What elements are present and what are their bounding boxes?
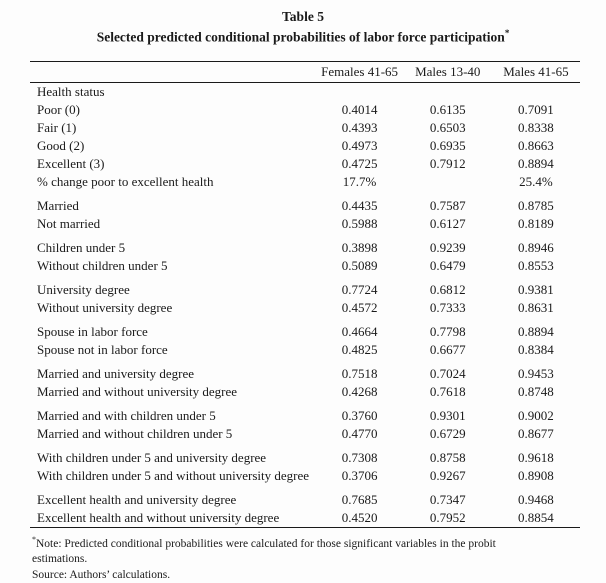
row-label: Without university degree [30,299,316,317]
table-number: Table 5 [0,8,606,25]
value-cell: 0.8663 [492,137,580,155]
row-label: Good (2) [30,137,316,155]
value-cell: 0.6503 [404,119,492,137]
value-cell: 0.4572 [316,299,404,317]
value-cell: 0.8894 [492,317,580,341]
value-cell: 0.8631 [492,299,580,317]
value-cell: 0.4770 [316,425,404,443]
value-cell: 0.7091 [492,101,580,119]
value-cell: 0.7518 [316,359,404,383]
value-cell: 0.7618 [404,383,492,401]
footnote-block [32,532,537,583]
value-cell [492,82,580,101]
value-cell: 0.9267 [404,467,492,485]
value-cell: 0.7024 [404,359,492,383]
value-cell [404,82,492,101]
value-cell: 0.7587 [404,191,492,215]
row-label: University degree [30,275,316,299]
row-label: With children under 5 and university degree [30,443,316,467]
value-cell: 0.8908 [492,467,580,485]
row-label: Poor (0) [30,101,316,119]
value-cell: 0.7685 [316,485,404,509]
row-label: Children under 5 [30,233,316,257]
value-cell: 0.5988 [316,215,404,233]
table-row [30,101,580,119]
table-row [30,341,580,359]
value-cell: 0.4973 [316,137,404,155]
value-cell: 0.3760 [316,401,404,425]
table-body [30,82,580,527]
value-cell: 0.9381 [492,275,580,299]
value-cell: 0.7308 [316,443,404,467]
footnote-note-text: Note: Predicted conditional probabilities were calculated for those significant variables in the probit estimations. [32,537,496,565]
value-cell: 0.6729 [404,425,492,443]
value-cell: 0.4268 [316,383,404,401]
footnote-marker: * [32,535,36,544]
table-head [30,61,580,82]
table-row [30,425,580,443]
value-cell: 0.3706 [316,467,404,485]
value-cell: 0.6479 [404,257,492,275]
table-title-block [0,8,606,46]
value-cell: 0.8384 [492,341,580,359]
value-cell: 0.9468 [492,485,580,509]
table-row [30,359,580,383]
value-cell: 0.7347 [404,485,492,509]
row-label: Married and without children under 5 [30,425,316,443]
table-row [30,275,580,299]
value-cell: 17.7% [316,173,404,191]
table-row [30,155,580,173]
value-cell: 0.8189 [492,215,580,233]
value-cell: 0.4014 [316,101,404,119]
row-label: Excellent health and without university degree [30,509,316,528]
value-cell: 0.9453 [492,359,580,383]
header-label-spacer [30,61,316,82]
row-label: Married [30,191,316,215]
table-row [30,509,580,528]
value-cell: 0.4725 [316,155,404,173]
row-label: % change poor to excellent health [30,173,316,191]
row-label: Spouse in labor force [30,317,316,341]
value-cell: 0.9002 [492,401,580,425]
caption-footnote-marker: * [505,28,510,38]
value-cell: 0.6812 [404,275,492,299]
value-cell [316,82,404,101]
table-row [30,233,580,257]
table-row [30,401,580,425]
value-cell: 0.7333 [404,299,492,317]
value-cell: 0.8946 [492,233,580,257]
probability-table [30,61,580,528]
value-cell: 0.9618 [492,443,580,467]
row-label: With children under 5 and without university degree [30,467,316,485]
row-label: Married and with children under 5 [30,401,316,425]
table-row [30,191,580,215]
row-label: Fair (1) [30,119,316,137]
footnote-source: Source: Authors’ calculations. [32,567,537,583]
value-cell: 0.8338 [492,119,580,137]
value-cell: 0.7952 [404,509,492,528]
value-cell: 0.9301 [404,401,492,425]
table-row [30,82,580,101]
value-cell: 0.5089 [316,257,404,275]
value-cell: 0.8748 [492,383,580,401]
value-cell: 25.4% [492,173,580,191]
table-row [30,299,580,317]
row-label: Excellent health and university degree [30,485,316,509]
value-cell: 0.4393 [316,119,404,137]
table-row [30,383,580,401]
table-row [30,257,580,275]
column-header-males-13-40: Males 13-40 [404,61,492,82]
value-cell: 0.6135 [404,101,492,119]
row-label: Without children under 5 [30,257,316,275]
table-row [30,443,580,467]
value-cell: 0.8677 [492,425,580,443]
value-cell: 0.7912 [404,155,492,173]
value-cell: 0.8553 [492,257,580,275]
value-cell: 0.6677 [404,341,492,359]
column-header-females-41-65: Females 41-65 [316,61,404,82]
table-row [30,485,580,509]
value-cell: 0.9239 [404,233,492,257]
footnote-note [32,532,537,568]
table-row [30,215,580,233]
row-label: Spouse not in labor force [30,341,316,359]
value-cell [404,173,492,191]
value-cell: 0.8785 [492,191,580,215]
value-cell: 0.8894 [492,155,580,173]
value-cell: 0.4664 [316,317,404,341]
row-label: Health status [30,82,316,101]
value-cell: 0.7798 [404,317,492,341]
table-header-row [30,61,580,82]
value-cell: 0.6935 [404,137,492,155]
column-header-males-41-65: Males 41-65 [492,61,580,82]
row-label: Married and university degree [30,359,316,383]
value-cell: 0.4825 [316,341,404,359]
value-cell: 0.4520 [316,509,404,528]
value-cell: 0.3898 [316,233,404,257]
row-label: Excellent (3) [30,155,316,173]
value-cell: 0.8758 [404,443,492,467]
row-label: Married and without university degree [30,383,316,401]
table-caption-text: Selected predicted conditional probabilities of labor force participation [97,30,505,45]
table-row [30,137,580,155]
table-row [30,317,580,341]
value-cell: 0.4435 [316,191,404,215]
value-cell: 0.8854 [492,509,580,528]
row-label: Not married [30,215,316,233]
value-cell: 0.6127 [404,215,492,233]
table-row [30,467,580,485]
value-cell: 0.7724 [316,275,404,299]
table-row [30,119,580,137]
table-caption [0,25,606,46]
table-row [30,173,580,191]
